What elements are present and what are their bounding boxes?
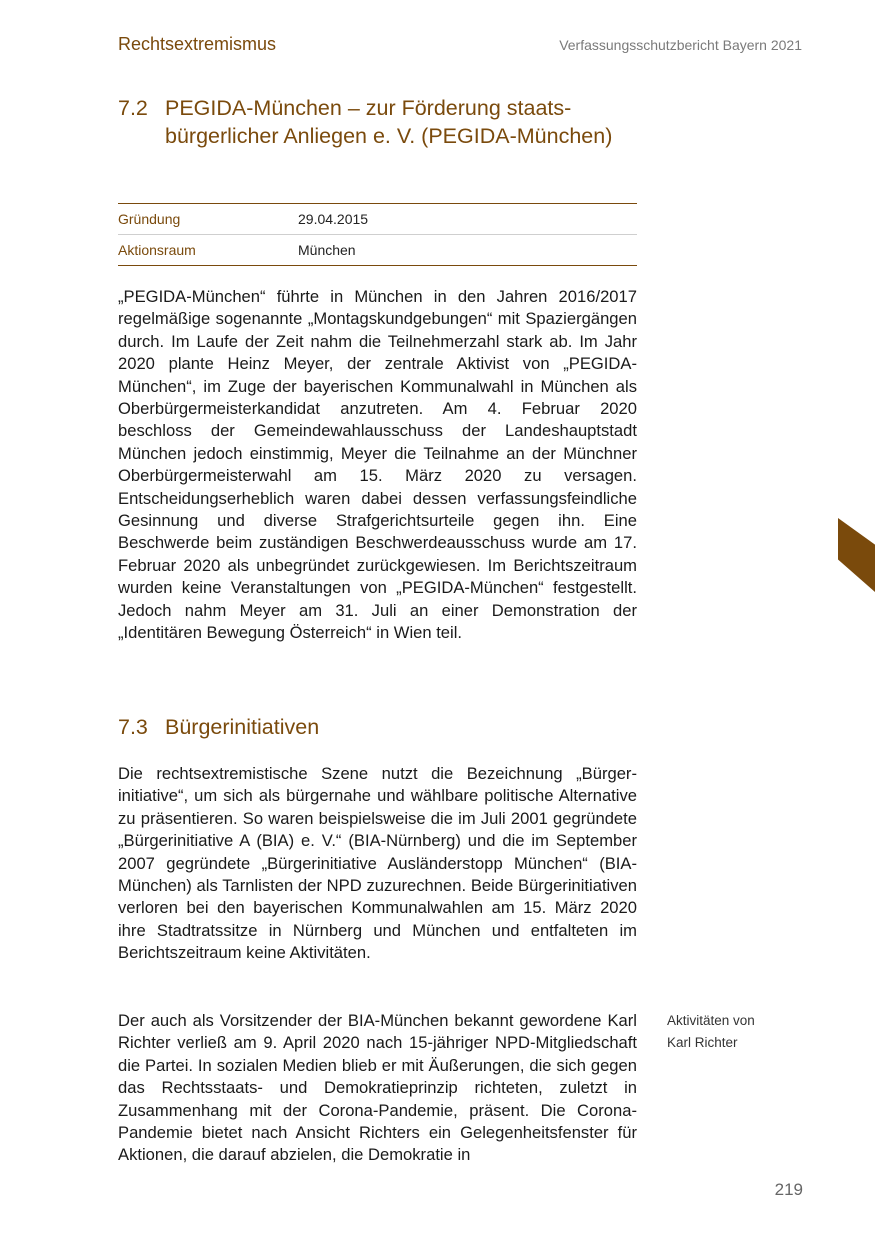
section-heading-7-3 — [118, 713, 635, 741]
fact-value: München — [298, 242, 356, 258]
fact-value: 29.04.2015 — [298, 211, 369, 227]
section-number: 7.2 — [118, 96, 148, 120]
section-number: 7.3 — [118, 715, 148, 739]
chapter-thumb-tab — [838, 518, 875, 592]
running-head-chapter: Rechtsextremismus — [118, 34, 277, 54]
body-paragraph: „PEGIDA-München“ führte in München in den Jahren 2016/2017 regelmäßige sogenannte „Montagskundgebungen“ mit Spaziergängen durch. Im Laufe der Zeit nahm die Teilnehmerzahl stark ab. Im Jahr 2020 plante Heinz Meyer, der zentrale Aktivist von „PEGIDA-München“, im Zuge der bayerischen Kommunalwahl in München als Oberbürgermeisterkandidat anzutreten. Am 4. Februar 2020 beschloss der Gemeindewahlausschuss der Landeshauptstadt München jedoch einstimmig, Meyer die Teilnahme an der Münchner Oberbürgermeisterwahl am 15. März 2020 zu versagen. Entscheidungserheblich waren dabei dessen verfassungsfeindliche Gesinnung und diverse Strafgerichtsurteile gegen ihn. Eine Beschwerde beim zuständigen Beschwerdeausschuss wurde am 17. Februar 2020 als unbegründet zurückgewiesen. Im Berichtszeitraum wurden keine Veranstaltungen von „PEGIDA-München“ festgestellt. Jedoch nahm Meyer am 31. Juli an einer Demonstration der „Identitären Bewegung Österreich“ in Wien teil. — [118, 287, 637, 643]
fact-label: Gründung — [118, 211, 181, 227]
running-head-publication: Verfassungsschutzbericht Bayern 2021 — [559, 37, 802, 53]
page-number: 219 — [774, 1180, 803, 1199]
margin-note-line: Karl Richter — [667, 1035, 738, 1050]
body-paragraph: Die rechtsextremistische Szene nutzt die Bezeichnung „Bürgerinitiative“, um sich als bürgernahe und wählbare politische Alternative zu präsentieren. So waren beispielsweise die im Juli 2001 gegründete „Bürgerinitiative A (BIA) e. V.“ (BIA-Nürnberg) und die im September 2007 gegründete „Bürgerinitiative Ausländerstopp München“ (BIA-München) als Tarnlisten der NPD zuzurechnen. Beide Bürgerinitiativen verloren bei den bayerischen Kommunalwahlen am 15. März 2020 ihre Stadtratssitze in Nürnberg und München und entfalteten im Berichtszeitraum keine Aktivitäten. — [118, 764, 637, 963]
margin-note — [667, 1010, 807, 1054]
body-paragraph: Der auch als Vorsitzender der BIA-München bekannt gewordene Karl Richter verließ am 9. April 2020 nach 15-jähriger NPD-Mitgliedschaft die Partei. In sozialen Medien blieb er mit Äußerungen, die sich gegen das Rechtsstaats- und Demokratieprinzip richteten, zuletzt in Zusammenhang mit der Corona-Pandemie, präsent. Die Corona-Pandemie bietet nach Ansicht Richters ein Gelegenheitsfenster für Aktionen, die darauf abzielen, die Demokratie in — [118, 1011, 637, 1165]
section-heading-7-2 — [118, 94, 635, 150]
margin-note-line: Aktivitäten von — [667, 1013, 755, 1028]
fact-row-area — [118, 234, 637, 265]
section-title: PEGIDA-München – zur Förderung staats-bürgerlicher Anliegen e. V. (PEGIDA-München) — [165, 96, 613, 148]
fact-label: Aktionsraum — [118, 242, 196, 258]
fact-row-founding — [118, 204, 637, 234]
fact-table — [118, 203, 637, 266]
section-title: Bürgerinitiativen — [165, 715, 320, 739]
